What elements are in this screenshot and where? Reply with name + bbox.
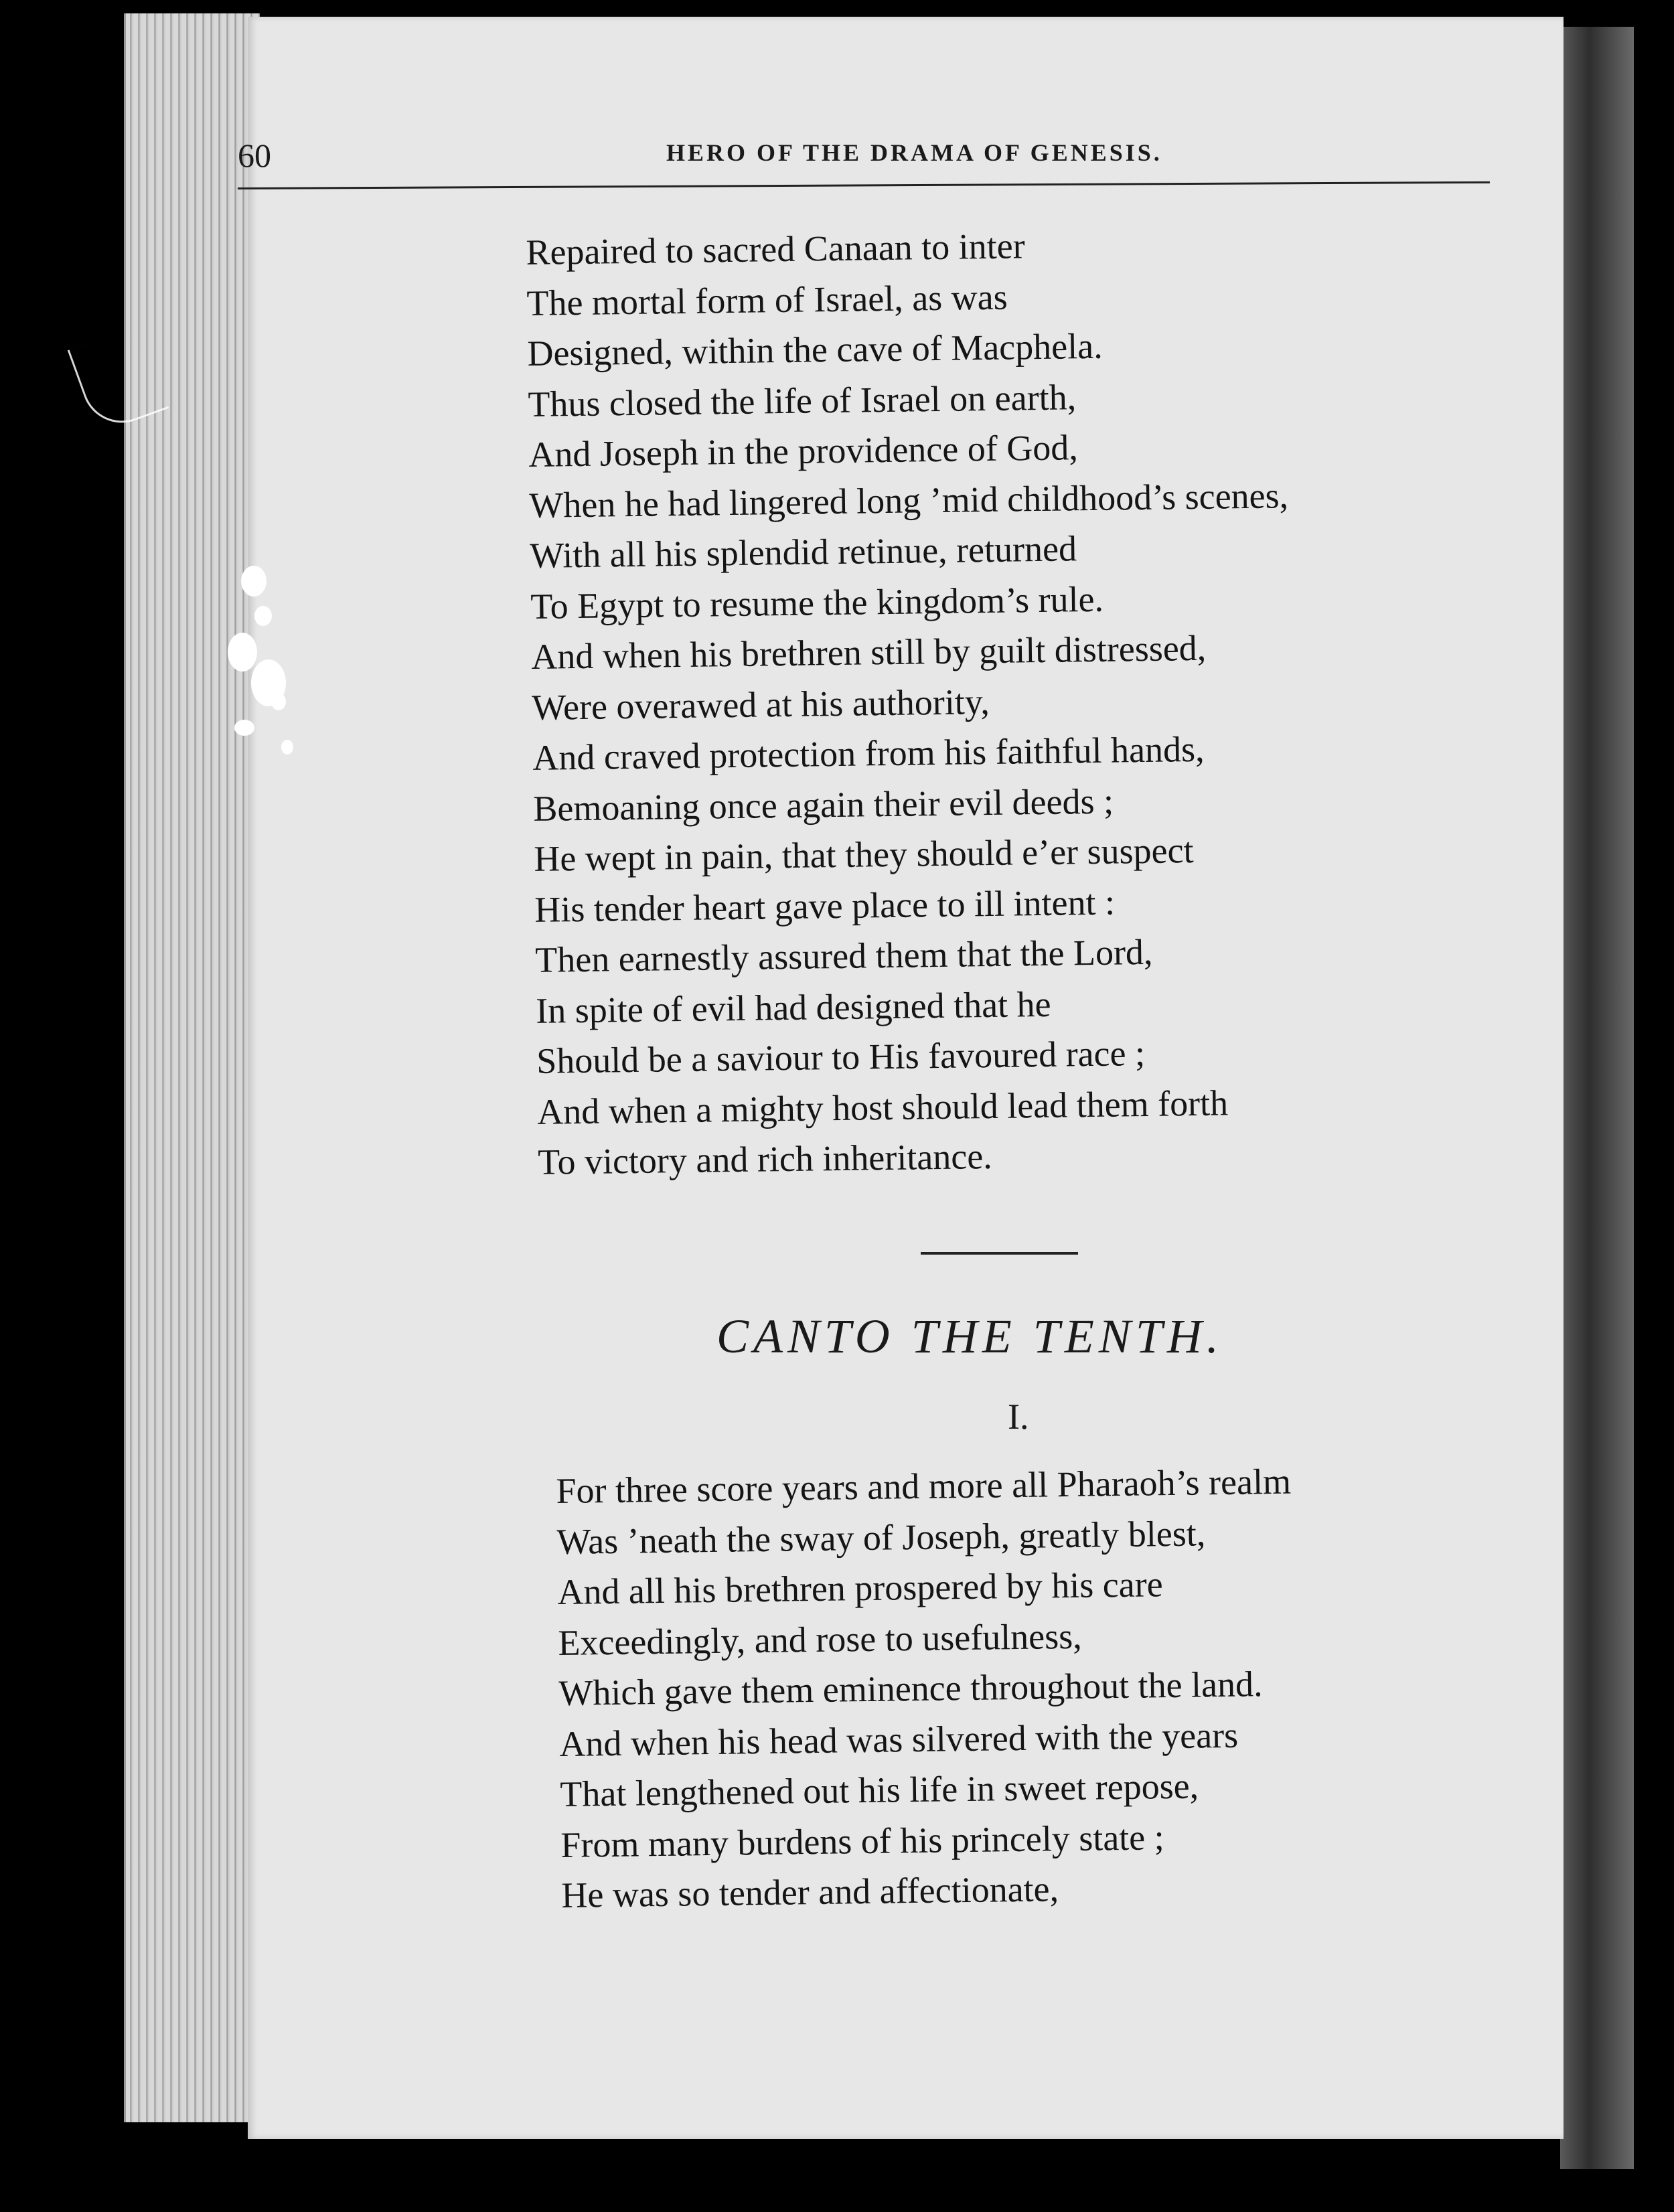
scan-speckle bbox=[254, 606, 272, 626]
verse-line: And when his head was silvered with the years bbox=[559, 1715, 1239, 1764]
verse-line: His tender heart gave place to ill intent : bbox=[534, 882, 1116, 930]
verse-line: With all his splendid retinue, returned bbox=[530, 528, 1077, 576]
verse-line: And all his brethren prospered by his care bbox=[557, 1564, 1163, 1612]
section-numeral: I. bbox=[1008, 1397, 1029, 1437]
verse-line: Then earnestly assured them that the Lord, bbox=[534, 931, 1153, 980]
running-header bbox=[238, 110, 1490, 204]
verse-line: From many burdens of his princely state ; bbox=[560, 1816, 1165, 1865]
verse-block-continuation bbox=[526, 218, 1297, 1188]
verse-line: And when a mighty host should lead them forth bbox=[536, 1082, 1229, 1132]
verse-line: To Egypt to resume the kingdom’s rule. bbox=[530, 578, 1104, 627]
verse-line: Thus closed the life of Israel on earth, bbox=[528, 376, 1077, 424]
verse-line: And craved protection from his faithful hands, bbox=[532, 728, 1205, 778]
verse-line: Exceedingly, and rose to usefulness, bbox=[558, 1615, 1083, 1663]
verse-line: When he had lingered long ’mid childhood’s scenes, bbox=[529, 475, 1289, 526]
verse-line: Was ’neath the sway of Joseph, greatly blest, bbox=[556, 1512, 1206, 1562]
book-spine-shadow bbox=[1560, 27, 1634, 2169]
verse-line: For three score years and more all Pharaoh’s realm bbox=[556, 1461, 1292, 1511]
verse-line: And when his brethren still by guilt distressed, bbox=[530, 627, 1207, 677]
scan-speckle bbox=[228, 633, 257, 672]
scan-speckle bbox=[241, 566, 267, 597]
verse-line: That lengthened out his life in sweet repose, bbox=[560, 1765, 1199, 1814]
verse-line: He wept in pain, that they should e’er suspect bbox=[533, 830, 1194, 879]
page-edges bbox=[124, 13, 260, 2122]
header-rule bbox=[238, 181, 1490, 189]
verse-line: Which gave them eminence throughout the land. bbox=[558, 1664, 1263, 1713]
verse-line: Should be a saviour to His favoured race ; bbox=[536, 1033, 1146, 1081]
page-number: 60 bbox=[238, 137, 271, 174]
verse-line: In spite of evil had designed that he bbox=[535, 983, 1051, 1031]
verse-line: To victory and rich inheritance. bbox=[537, 1136, 993, 1182]
section-divider-rule bbox=[921, 1252, 1078, 1255]
verse-line: Were overawed at his authority, bbox=[531, 681, 990, 728]
scan-speckle bbox=[271, 693, 286, 710]
verse-line: Repaired to sacred Canaan to inter bbox=[526, 226, 1026, 272]
verse-line: He was so tender and affectionate, bbox=[560, 1869, 1059, 1915]
scan-speckle bbox=[281, 740, 293, 755]
running-title: HERO OF THE DRAMA OF GENESIS. bbox=[666, 139, 1162, 166]
scan-speckle bbox=[234, 720, 254, 736]
verse-line: Bemoaning once again their evil deeds ; bbox=[532, 781, 1114, 829]
verse-block-canto-ten bbox=[556, 1457, 1296, 1921]
canto-heading: CANTO THE TENTH. bbox=[716, 1310, 1223, 1363]
verse-line: The mortal form of Israel, as was bbox=[526, 276, 1008, 323]
verse-line: Designed, within the cave of Macphela. bbox=[527, 325, 1103, 374]
verse-line: And Joseph in the providence of God, bbox=[528, 427, 1079, 475]
